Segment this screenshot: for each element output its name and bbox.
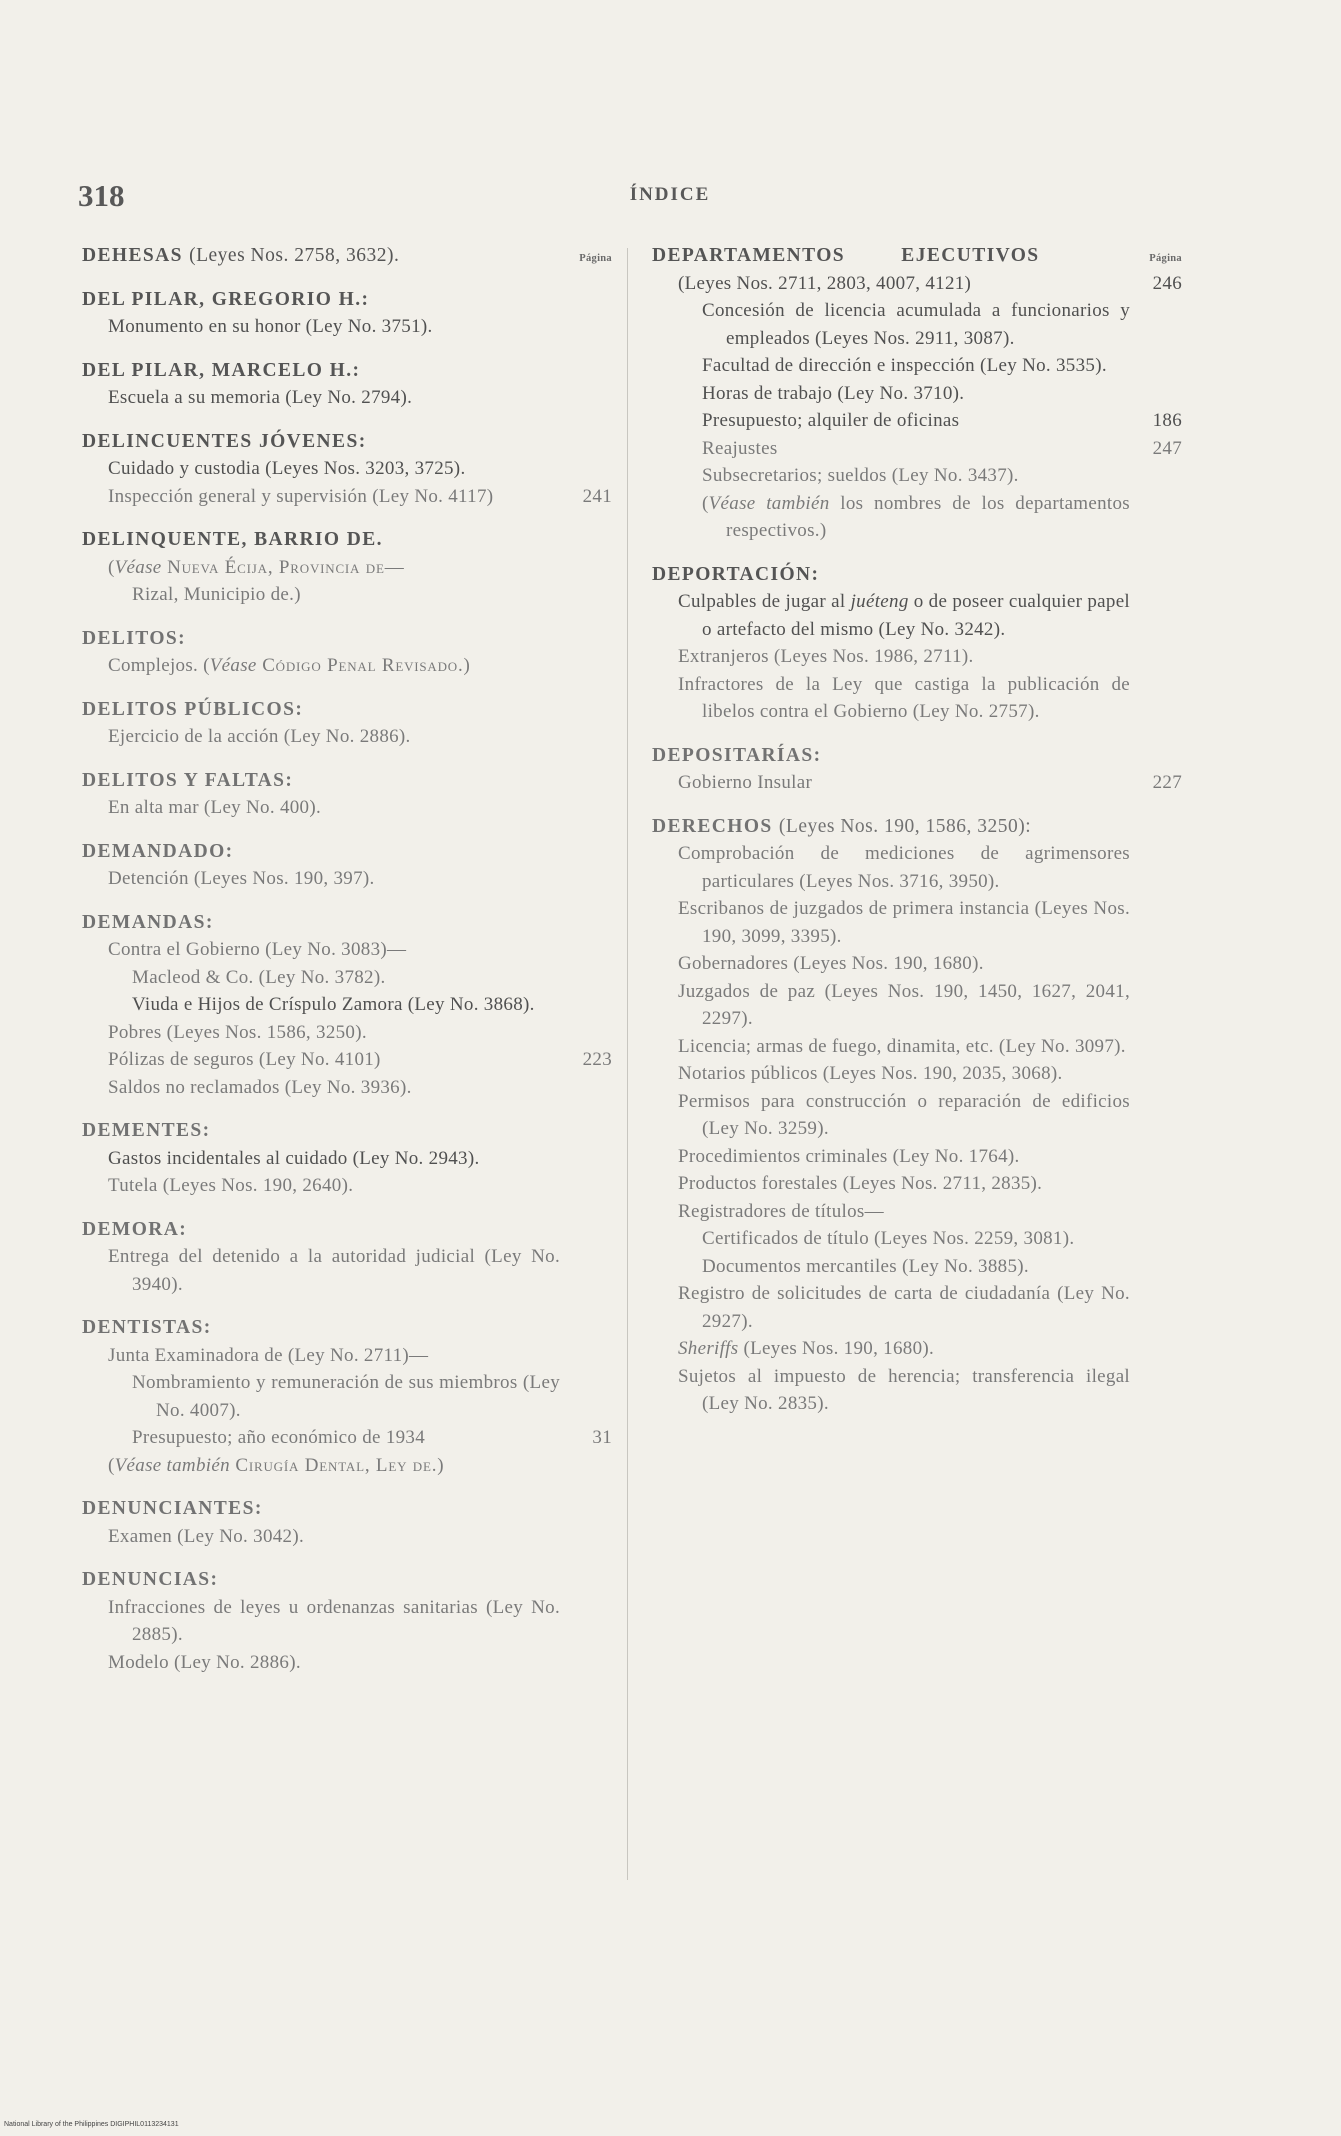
- subentry: Escuela a su memoria (Ley No. 2794).: [108, 387, 413, 408]
- index-entry-del-pilar-marcelo: [82, 357, 612, 412]
- pagina-label-left: Página: [579, 253, 612, 264]
- heading-demora: DEMORA:: [82, 1218, 188, 1240]
- heading-delinquente: DELINQUENTE, BARRIO DE.: [82, 529, 383, 550]
- index-entry-denunciantes: [82, 1495, 612, 1550]
- heading-demandado: DEMANDADO:: [82, 840, 234, 862]
- index-entry-dehesas: [82, 242, 612, 270]
- cross-reference: Complejos. (Véase Código Penal Revisado.): [108, 655, 471, 676]
- index-entry-dementes: [82, 1117, 612, 1200]
- subentry: Certificados de título (Leyes Nos. 2259, 3081).: [702, 1228, 1075, 1249]
- subentry: Gastos incidentales al cuidado (Ley No. 2943).: [108, 1147, 480, 1169]
- subentry: Documentos mercantiles (Ley No. 3885).: [702, 1255, 1029, 1277]
- page-ref: 186: [1152, 410, 1182, 431]
- subentry: Reajustes: [702, 437, 778, 459]
- heading-denuncias: DENUNCIAS:: [82, 1569, 219, 1590]
- subentry: Detención (Leyes Nos. 190, 397).: [108, 868, 375, 889]
- subentry: Notarios públicos (Leyes Nos. 190, 2035, 3068).: [678, 1063, 1063, 1084]
- index-entry-dentistas: [82, 1314, 612, 1479]
- subentry: Productos forestales (Leyes Nos. 2711, 2835).: [678, 1173, 1043, 1194]
- subentry: Comprobación de mediciones de agrimensores particulares (Leyes Nos. 3716, 3950).: [678, 843, 1130, 892]
- subentry: Pobres (Leyes Nos. 1586, 3250).: [108, 1021, 367, 1043]
- subentry: Contra el Gobierno (Ley No. 3083)—: [108, 939, 407, 960]
- subentry: Permisos para construcción o reparación de edificios (Ley No. 3259).: [678, 1090, 1130, 1139]
- heading-derechos: DERECHOS (Leyes Nos. 190, 1586, 3250):: [652, 815, 1032, 837]
- subentry: Presupuesto; año económico de 1934: [132, 1427, 426, 1448]
- subentry: Horas de trabajo (Ley No. 3710).: [702, 382, 965, 404]
- heading-delitos-faltas: DELITOS Y FALTAS:: [82, 769, 294, 791]
- subentry: Subsecretarios; sueldos (Ley No. 3437).: [702, 465, 1019, 486]
- index-entry-delinquente: [82, 526, 612, 609]
- subentry: Inspección general y supervisión (Ley No. 4117): [108, 485, 494, 507]
- page-title: ÍNDICE: [629, 184, 711, 205]
- subentry: Gobernadores (Leyes Nos. 190, 1680).: [678, 953, 984, 974]
- subentry: Sheriffs (Leyes Nos. 190, 1680).: [678, 1338, 935, 1359]
- cross-reference: (Véase también los nombres de los departamentos respectivos.): [702, 492, 1130, 541]
- subentry: Registradores de títulos—: [678, 1200, 884, 1222]
- left-column: [82, 242, 612, 1692]
- subentry: Gobierno Insular: [678, 772, 813, 793]
- heading-text: DEHESAS: [82, 245, 183, 266]
- heading-depositarias: DEPOSITARÍAS:: [652, 744, 822, 766]
- column-divider: [627, 248, 628, 1880]
- cross-reference: (Véase Nueva Écija, Provincia de— Rizal, Municipio de.): [108, 556, 405, 605]
- index-entry-depositarias: [652, 742, 1182, 797]
- subentry: Licencia; armas de fuego, dinamita, etc. (Ley No. 3097).: [678, 1035, 1126, 1057]
- subentry: Examen (Ley No. 3042).: [108, 1525, 305, 1547]
- page-number: 318: [78, 178, 125, 213]
- subentry: Extranjeros (Leyes Nos. 1986, 2711).: [678, 646, 974, 667]
- right-column: [652, 242, 1182, 1434]
- subentry: Tutela (Leyes Nos. 190, 2640).: [108, 1175, 354, 1196]
- page-ref: 227: [1152, 772, 1182, 793]
- index-entry-demora: [82, 1216, 612, 1299]
- subentry: Modelo (Ley No. 2886).: [108, 1651, 301, 1673]
- index-entry-derechos: [652, 813, 1182, 1418]
- subentry: Cuidado y custodia (Leyes Nos. 3203, 3725).: [108, 458, 466, 479]
- subentry: Ejercicio de la acción (Ley No. 2886).: [108, 726, 411, 747]
- subentry: Culpables de jugar al juéteng o de poseer cualquier papel o artefacto del mismo (Ley No. 3242).: [678, 591, 1131, 640]
- subentry: Juzgados de paz (Leyes Nos. 190, 1450, 1627, 2041, 2297).: [678, 980, 1130, 1029]
- index-entry-demandas: [82, 909, 612, 1102]
- subentry: En alta mar (Ley No. 400).: [108, 797, 322, 818]
- heading-delitos-publicos: DELITOS PÚBLICOS:: [82, 698, 304, 720]
- index-entry-delincuentes: [82, 428, 612, 511]
- subentry: Concesión de licencia acumulada a funcionarios y empleados (Leyes Nos. 2911, 3087).: [702, 300, 1130, 349]
- heading-laws: (Leyes Nos. 2758, 3632).: [189, 245, 400, 266]
- index-entry-departamentos: [652, 242, 1182, 545]
- page-ref: 223: [582, 1049, 612, 1070]
- subentry: Pólizas de seguros (Ley No. 4101): [108, 1049, 381, 1070]
- subentry: Macleod & Co. (Ley No. 3782).: [132, 966, 386, 988]
- heading-demandas: DEMANDAS:: [82, 911, 214, 933]
- pagina-label-right: Página: [1149, 253, 1182, 264]
- index-entry-deportacion: [652, 561, 1182, 726]
- subentry: Facultad de dirección e inspección (Ley No. 3535).: [702, 355, 1107, 376]
- page-ref: 247: [1152, 437, 1182, 459]
- subentry: Sujetos al impuesto de herencia; transferencia ilegal (Ley No. 2835).: [678, 1365, 1130, 1414]
- index-entry-del-pilar-gregorio: [82, 286, 612, 341]
- subentry: Presupuesto; alquiler de oficinas: [702, 410, 960, 431]
- subentry: Escribanos de juzgados de primera instancia (Leyes Nos. 190, 3099, 3395).: [678, 898, 1130, 947]
- heading-denunciantes: DENUNCIANTES:: [82, 1498, 263, 1519]
- heading-delincuentes: DELINCUENTES JÓVENES:: [82, 430, 367, 452]
- cross-reference: (Véase también Cirugía Dental, Ley de.): [108, 1454, 444, 1476]
- page-ref: 246: [1152, 272, 1182, 294]
- subentry: Registro de solicitudes de carta de ciudadanía (Ley No. 2927).: [678, 1283, 1130, 1332]
- heading-dehesas: [82, 242, 560, 270]
- heading-dementes: DEMENTES:: [82, 1120, 211, 1141]
- subentry: Entrega del detenido a la autoridad judicial (Ley No. 3940).: [108, 1246, 560, 1295]
- index-entry-denuncias: [82, 1566, 612, 1676]
- subentry: Procedimientos criminales (Ley No. 1764).: [678, 1145, 1020, 1167]
- page-ref: 31: [592, 1427, 612, 1448]
- subentry: Saldos no reclamados (Ley No. 3936).: [108, 1076, 412, 1098]
- index-entry-demandado: [82, 838, 612, 893]
- subentry: Monumento en su honor (Ley No. 3751).: [108, 316, 433, 337]
- subentry: Nombramiento y remuneración de sus miembros (Ley No. 4007).: [132, 1372, 560, 1421]
- heading-dentistas: DENTISTAS:: [82, 1317, 212, 1338]
- heading-del-pilar-gregorio: DEL PILAR, GREGORIO H.:: [82, 288, 370, 310]
- heading-departamentos: DEPARTAMENTOS EJECUTIVOS: [652, 245, 1040, 266]
- index-entry-delitos: [82, 625, 612, 680]
- subentry: Infracciones de leyes u ordenanzas sanitarias (Ley No. 2885).: [108, 1596, 560, 1645]
- subentry: Viuda e Hijos de Críspulo Zamora (Ley No. 3868).: [132, 994, 535, 1015]
- heading-delitos: DELITOS:: [82, 627, 187, 649]
- subentry: Junta Examinadora de (Ley No. 2711)—: [108, 1344, 429, 1366]
- index-entry-delitos-faltas: [82, 767, 612, 822]
- library-stamp: National Library of the Philippines DIGIPHIL0113234131: [4, 2121, 179, 2128]
- heading-deportacion: DEPORTACIÓN:: [652, 563, 820, 585]
- heading-del-pilar-marcelo: DEL PILAR, MARCELO H.:: [82, 359, 361, 381]
- heading-laws: (Leyes Nos. 2711, 2803, 4007, 4121): [678, 272, 972, 294]
- page-ref: 241: [582, 485, 612, 507]
- index-entry-delitos-publicos: [82, 696, 612, 751]
- subentry: Infractores de la Ley que castiga la publicación de libelos contra el Gobierno (Ley No. 2757).: [678, 673, 1130, 722]
